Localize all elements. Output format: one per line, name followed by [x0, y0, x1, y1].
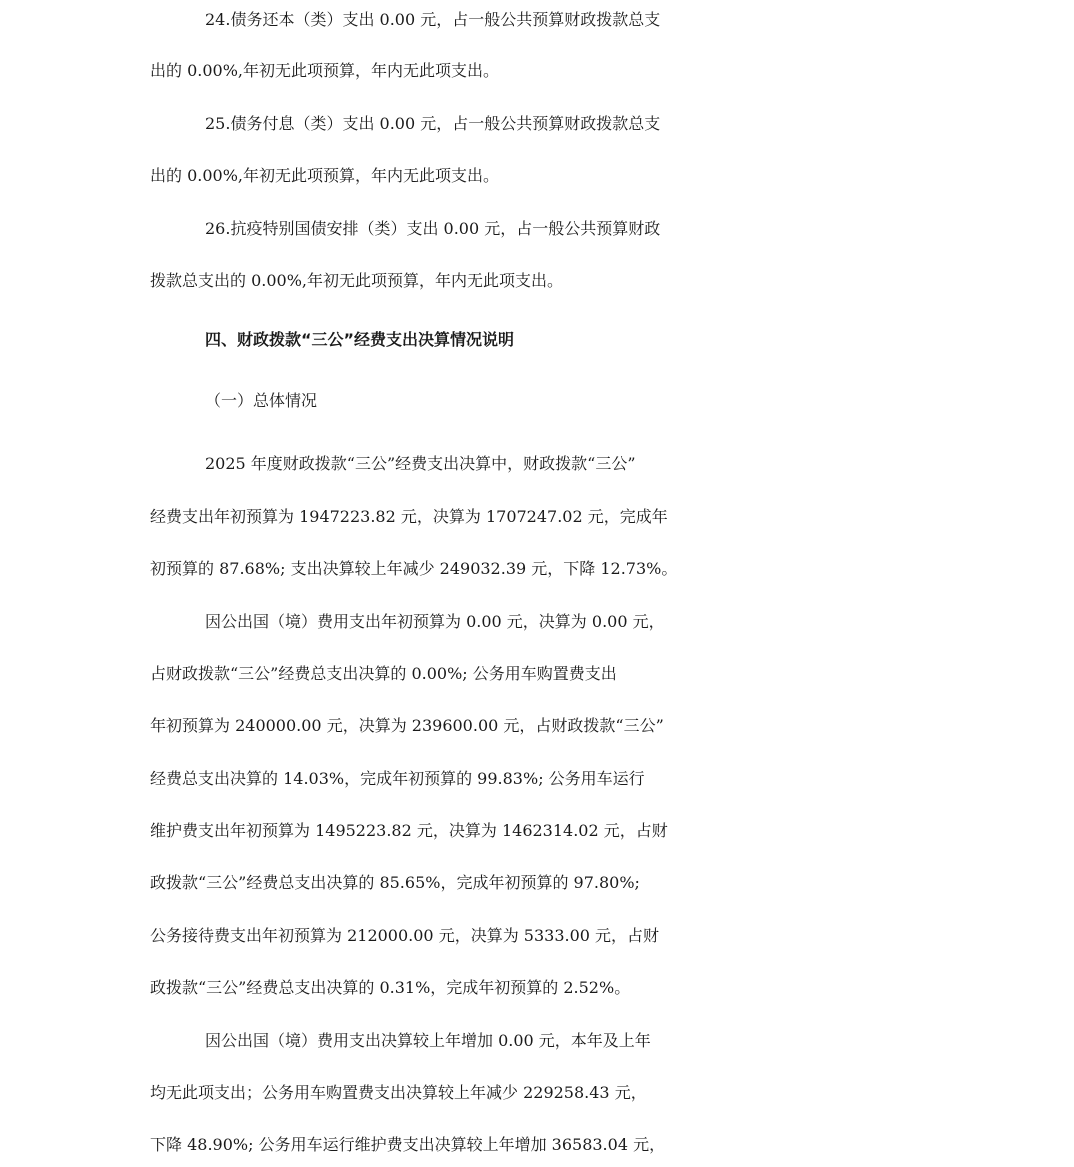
para-26-line-2: 拨款总支出的 0.00%,年初无此项预算，年内无此项支出。 [150, 271, 564, 290]
overall-para-line-1: 2025 年度财政拨款“三公”经费支出决算中，财政拨款“三公” [205, 454, 636, 473]
change-para-line-2: 均无此项支出；公务用车购置费支出决算较上年减少 229258.43 元， [150, 1083, 647, 1102]
para-24-line-1: 24.债务还本（类）支出 0.00 元，占一般公共预算财政拨款总支 [205, 10, 661, 29]
subsection-heading: （一）总体情况 [205, 391, 318, 410]
section-heading: 四、财政拨款“三公”经费支出决算情况说明 [205, 330, 515, 349]
detail-para-line-3: 年初预算为 240000.00 元，决算为 239600.00 元，占财政拨款“三公” [150, 716, 664, 735]
para-25-line-2: 出的 0.00%,年初无此项预算，年内无此项支出。 [150, 166, 500, 185]
para-26-line-1: 26.抗疫特别国债安排（类）支出 0.00 元，占一般公共预算财政 [205, 219, 661, 238]
para-25-line-1: 25.债务付息（类）支出 0.00 元，占一般公共预算财政拨款总支 [205, 114, 661, 133]
change-para-line-3: 下降 48.90%; 公务用车运行维护费支出决算较上年增加 36583.04 元， [150, 1135, 666, 1154]
detail-para-line-8: 政拨款“三公”经费总支出决算的 0.31%，完成年初预算的 2.52%。 [150, 978, 631, 997]
change-para-line-1: 因公出国（境）费用支出决算较上年增加 0.00 元，本年及上年 [205, 1031, 651, 1050]
overall-para-line-3: 初预算的 87.68%; 支出决算较上年减少 249032.39 元，下降 12.73%。 [150, 559, 678, 578]
para-24-line-2: 出的 0.00%,年初无此项预算，年内无此项支出。 [150, 61, 500, 80]
overall-para-line-2: 经费支出年初预算为 1947223.82 元，决算为 1707247.02 元，完成年 [150, 507, 668, 526]
detail-para-line-6: 政拨款“三公”经费总支出决算的 85.65%，完成年初预算的 97.80%; [150, 873, 640, 892]
detail-para-line-4: 经费总支出决算的 14.03%，完成年初预算的 99.83%; 公务用车运行 [150, 769, 645, 788]
detail-para-line-2: 占财政拨款“三公”经费总支出决算的 0.00%; 公务用车购置费支出 [150, 664, 617, 683]
detail-para-line-7: 公务接待费支出年初预算为 212000.00 元，决算为 5333.00 元，占财 [150, 926, 660, 945]
detail-para-line-1: 因公出国（境）费用支出年初预算为 0.00 元，决算为 0.00 元， [205, 612, 665, 631]
detail-para-line-5: 维护费支出年初预算为 1495223.82 元，决算为 1462314.02 元，占财 [150, 821, 668, 840]
